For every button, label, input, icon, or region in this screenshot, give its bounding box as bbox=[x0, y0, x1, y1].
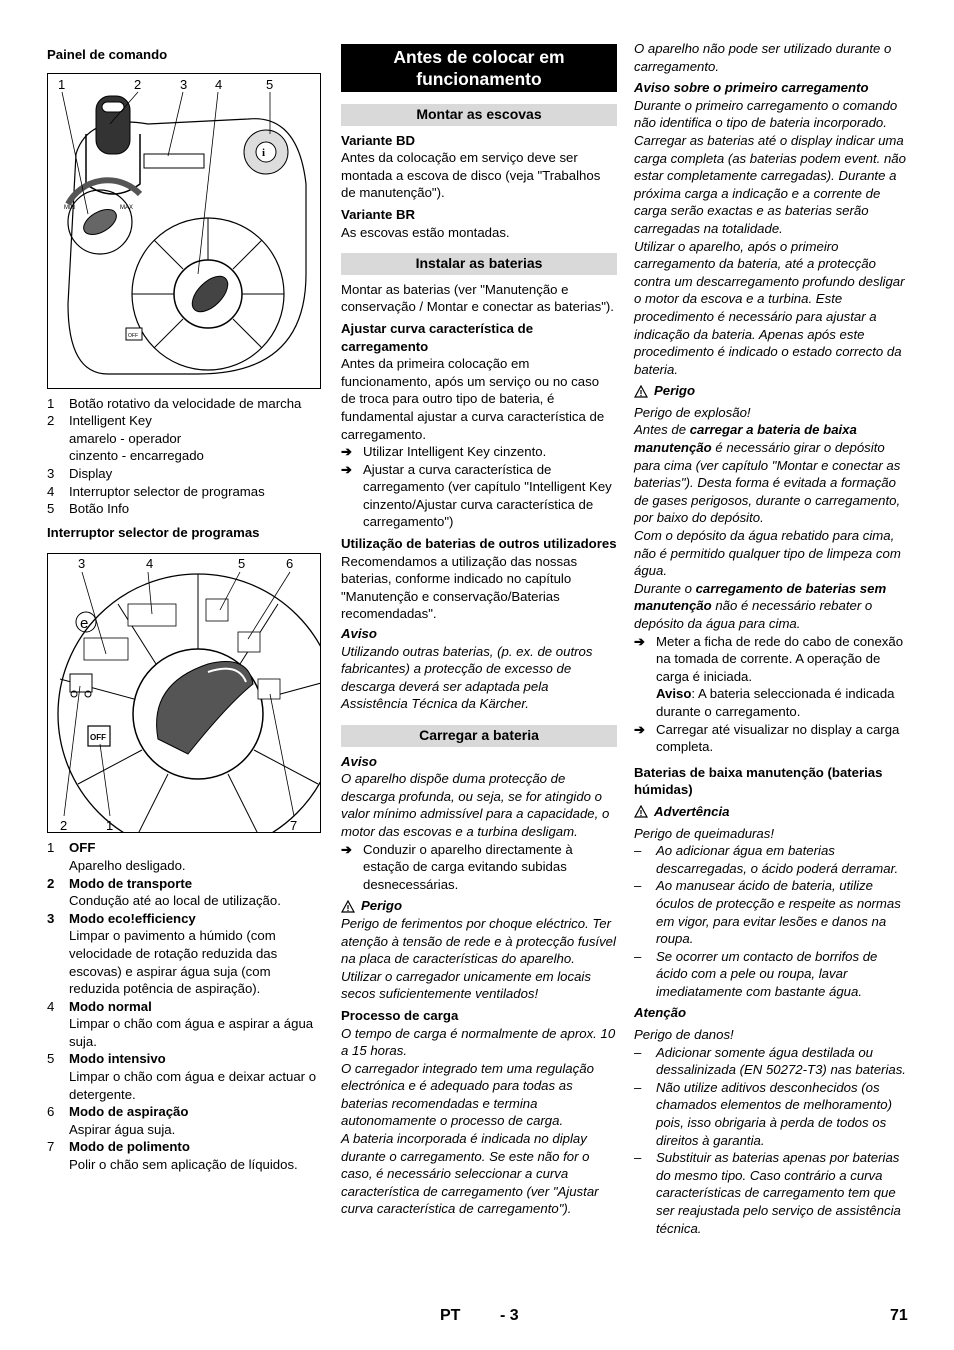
charging-process-text: O tempo de carga é normalmente de aprox. 10 a 15 horas. O carregador integrado tem uma regulação electrónica e é adequado para todas as baterias recomendadas e termina autonomamente o processo de carga. A bateria incorporada é indicada no diplay durante o carregamento. Se este não for o caso, é necessário seleccionar a curva característica de carregamento (ver "Ajustar curva característica de carregamento"). bbox=[341, 1025, 616, 1217]
danger-line: Com o depósito da água rebatido para cima, não é permitido qualquer tipo de limpeza com água. bbox=[634, 528, 901, 579]
first-charge-heading: Aviso sobre o primeiro carregamento bbox=[634, 80, 869, 96]
danger-text: Perigo de ferimentos por choque eléctrico. Ter atenção à tensão de rede e à protecção fusível na placa de características do aparelho. Utilizar o carregador unicamente em locais secos suficientemente ventilados! bbox=[341, 915, 616, 1002]
fig1-num-1: 1 bbox=[58, 76, 66, 92]
legend-item: 5 Modo intensivo bbox=[47, 1051, 166, 1067]
control-panel-legend bbox=[47, 395, 323, 518]
fig2-num-7: 7 bbox=[290, 818, 298, 833]
fig2-num-3: 3 bbox=[78, 556, 86, 572]
column-left bbox=[47, 40, 323, 1174]
notice-text: Utilizando outras baterias, (p. ex. de outros fabricantes) a protecção de excesso de descarga deverá ser adaptada pela Assistência Técnica da Kärcher. bbox=[341, 643, 593, 712]
danger-line: Durante o carregamento de baterias sem manutenção não é necessário rebater o depósito da água para cima. bbox=[634, 580, 887, 631]
other-batteries-text: Recomendamos a utilização das nossas baterias, conforme indicado no capítulo "Manutenção e conservação/Baterias recomendadas". bbox=[341, 553, 578, 622]
page-number: 71 bbox=[890, 1307, 908, 1324]
variant-br-heading: Variante BR bbox=[341, 206, 416, 222]
install-text: Montar as baterias (ver "Manutenção e conservação / Montar e conectar as baterias"). bbox=[341, 281, 614, 315]
caution-item: – Substituir as baterias apenas por baterias do mesmo tipo. Caso contrário a curva características de carregamento tem que ser reajustada pelo serviço de assistência técnica. bbox=[634, 1150, 901, 1236]
variant-bd-text: Antes da colocação em serviço deve ser montada a escova de disco (veja "Trabalhos de manutenção"). bbox=[341, 150, 601, 201]
selector-figure bbox=[47, 553, 321, 833]
curve-text: Antes da primeira colocação em funcionamento, após um serviço ou no caso de troca para outro tipo de bateria, é fundamental ajustar a curva característica de carregamento. bbox=[341, 356, 605, 442]
fig2-num-5: 5 bbox=[238, 556, 246, 572]
fig1-num-3: 3 bbox=[180, 76, 188, 92]
low-maintenance-heading: Baterias de baixa manutenção (baterias húmidas) bbox=[634, 764, 883, 798]
charging-process-heading: Processo de carga bbox=[341, 1007, 459, 1023]
notice-heading: Aviso bbox=[341, 626, 377, 642]
fig1-max-label: MAX bbox=[120, 204, 134, 211]
caution-heading: Atenção bbox=[634, 1005, 687, 1021]
legend-item: 6 Modo de aspiração bbox=[47, 1104, 189, 1120]
other-batteries-heading: Utilização de baterias de outros utilizadores bbox=[341, 536, 617, 552]
fig2-num-4: 4 bbox=[146, 556, 154, 572]
warning-item: – Se ocorrer um contacto de borrifos de ácido com a pele ou roupa, lavar imediatamente com bastante água. bbox=[634, 948, 878, 999]
subsection-brushes: Montar as escovas bbox=[341, 104, 617, 126]
first-charge-text: Durante o primeiro carregamento o comando não identifica o tipo de bateria incorporado. Carregar as baterias até o display indicar uma carga completa (as baterias podem event. não estar completamente carregadas). Durante a próxima carga a indicação e a corrente de carga serão exactas e as baterias serão carregadas na totalidade. Utilizar o aparelho, após o primeiro carregamento da bateria, até a protecção contra um descarregamento profundo desligar o motor da escova e a turbina. Este procedimento é necessário para ajustar a indicação da bateria. Apenas após este procedimento é indicado o estado correcto da bateria. bbox=[634, 97, 906, 377]
control-panel-drawing bbox=[48, 74, 320, 388]
fig1-num-5: 5 bbox=[266, 76, 274, 92]
footer-language: PT bbox=[440, 1307, 461, 1324]
section-title: Antes de colocar em funcionamento bbox=[341, 44, 617, 92]
subsection-batteries: Instalar as baterias bbox=[341, 253, 617, 275]
curve-step: ➔ Utilizar Intelligent Key cinzento. bbox=[341, 444, 547, 460]
warning-line: Perigo de queimaduras! bbox=[634, 825, 775, 841]
fig2-off-label: OFF bbox=[90, 733, 106, 743]
heading-control-panel: Painel de comando bbox=[47, 47, 168, 62]
legend-item: 2 Modo de transporte bbox=[47, 875, 193, 891]
legend-item: 4 Interruptor selector de programas bbox=[47, 483, 265, 499]
caution-item: – Não utilize aditivos desconhecidos (os chamados elementos de melhoramento) pois, isso obrigaria à perda de todos os direitos à garantia. bbox=[634, 1079, 893, 1148]
variant-bd-heading: Variante BD bbox=[341, 132, 416, 148]
legend-item: 1 OFF bbox=[47, 840, 96, 856]
fig1-num-4: 4 bbox=[215, 76, 223, 92]
fig1-num-2: 2 bbox=[134, 76, 142, 92]
danger-heading: Perigo bbox=[341, 897, 617, 915]
legend-item: 3 Modo eco!efficiency bbox=[47, 910, 196, 926]
warning-item: – Ao manusear ácido de bateria, utilize óculos de protecção e respeite as normas em vigor, para evitar lesões e danos na roupa. bbox=[634, 878, 901, 947]
fig1-off-label: OFF bbox=[128, 332, 138, 339]
control-panel-figure bbox=[47, 73, 321, 389]
fig2-num-1: 1 bbox=[106, 818, 114, 833]
warning-triangle-icon bbox=[634, 385, 648, 398]
column-middle bbox=[341, 44, 617, 1218]
notice2-step: ➔ Conduzir o aparelho directamente à estação de carga evitando subidas desnecessárias. bbox=[341, 841, 573, 892]
intro-text: O aparelho não pode ser utilizado durante o carregamento. bbox=[634, 41, 892, 74]
fig1-min-label: MIN bbox=[64, 204, 75, 211]
legend-item: 4 Modo normal bbox=[47, 998, 152, 1014]
curve-heading: Ajustar curva característica de carregamento bbox=[341, 320, 534, 354]
selector-drawing bbox=[48, 554, 320, 832]
notice2-heading: Aviso bbox=[341, 753, 377, 769]
curve-step: ➔ Ajustar a curva característica de carregamento (ver capítulo "Intelligent Key cinzento/Ajustar curva característica de carregamento") bbox=[341, 461, 612, 530]
variant-br-text: As escovas estão montadas. bbox=[341, 224, 510, 240]
notice2-text: O aparelho dispõe duma protecção de descarga profunda, ou seja, se for atingido o valor mínimo admissível para a capacidade, o motor das escovas e a turbina desligam. bbox=[341, 771, 610, 839]
warning-heading: Advertência bbox=[634, 803, 910, 821]
danger-line: Antes de carregar a bateria de baixa manutenção é necessário girar o depósito para cima (ver capítulo "Montar e conectar as baterias"). Desta forma é evitada a formação de gases perigosos, durante o carregamento, por baixo do depósito. bbox=[634, 422, 901, 526]
column-right bbox=[634, 40, 910, 1237]
legend-item: 7 Modo de polimento bbox=[47, 1139, 190, 1155]
charge-step-note: Aviso: A bateria seleccionada é indicada durante o carregamento. bbox=[656, 686, 895, 719]
legend-item: 2 Intelligent Key bbox=[47, 413, 152, 429]
charge-step: ➔ Carregar até visualizar no display a carga completa. bbox=[634, 721, 900, 755]
danger-line: Perigo de explosão! bbox=[634, 404, 751, 420]
selector-legend: 1 OFF Aparelho desligado. 2 Modo de transporte Condução até ao local de utilização. 3 Modo eco!efficiency Limpar o pavimento a húmido (com velocidade de rotação reduzida das escovas) e aspirar água suja (com reduzida potência de aspiração). 4 Modo normal Limpar o chão com água e aspirar a água suja. 5 Modo intensivo Limpar o chão com água e deixar actuar o detergente. 6 Modo de aspiração Aspirar água suja. 7 Modo de polimento Polir o chão sem aplicação de líquidos. bbox=[47, 839, 323, 1173]
charge-step: ➔ Meter a ficha de rede do cabo de conexão na tomada de corrente. A operação de carga é iniciada. bbox=[634, 633, 904, 684]
svg-text:e: e bbox=[80, 615, 89, 633]
caution-item: – Adicionar somente água destilada ou dessalinizada (EN 50272-T3) nas baterias. bbox=[634, 1044, 906, 1078]
legend-item: amarelo - operador bbox=[69, 430, 182, 446]
warning-triangle-icon bbox=[341, 900, 355, 913]
fig2-num-2: 2 bbox=[60, 818, 68, 833]
subsection-charging: Carregar a bateria bbox=[341, 725, 617, 747]
legend-item: 3 Display bbox=[47, 465, 113, 481]
fig2-num-6: 6 bbox=[286, 556, 294, 572]
legend-item: 5 Botão Info bbox=[47, 501, 130, 517]
caution-line: Perigo de danos! bbox=[634, 1027, 734, 1043]
warning-triangle-icon bbox=[634, 805, 648, 818]
footer-section-page: - 3 bbox=[500, 1307, 519, 1324]
svg-text:i: i bbox=[262, 146, 266, 159]
legend-item: 1 Botão rotativo da velocidade de marcha bbox=[47, 395, 302, 411]
legend-item: cinzento - encarregado bbox=[69, 448, 204, 464]
warning-item: – Ao adicionar água em baterias descarregadas, o ácido poderá derramar. bbox=[634, 843, 899, 876]
heading-selector: Interruptor selector de programas bbox=[47, 524, 260, 540]
danger-heading: Perigo bbox=[634, 382, 910, 400]
